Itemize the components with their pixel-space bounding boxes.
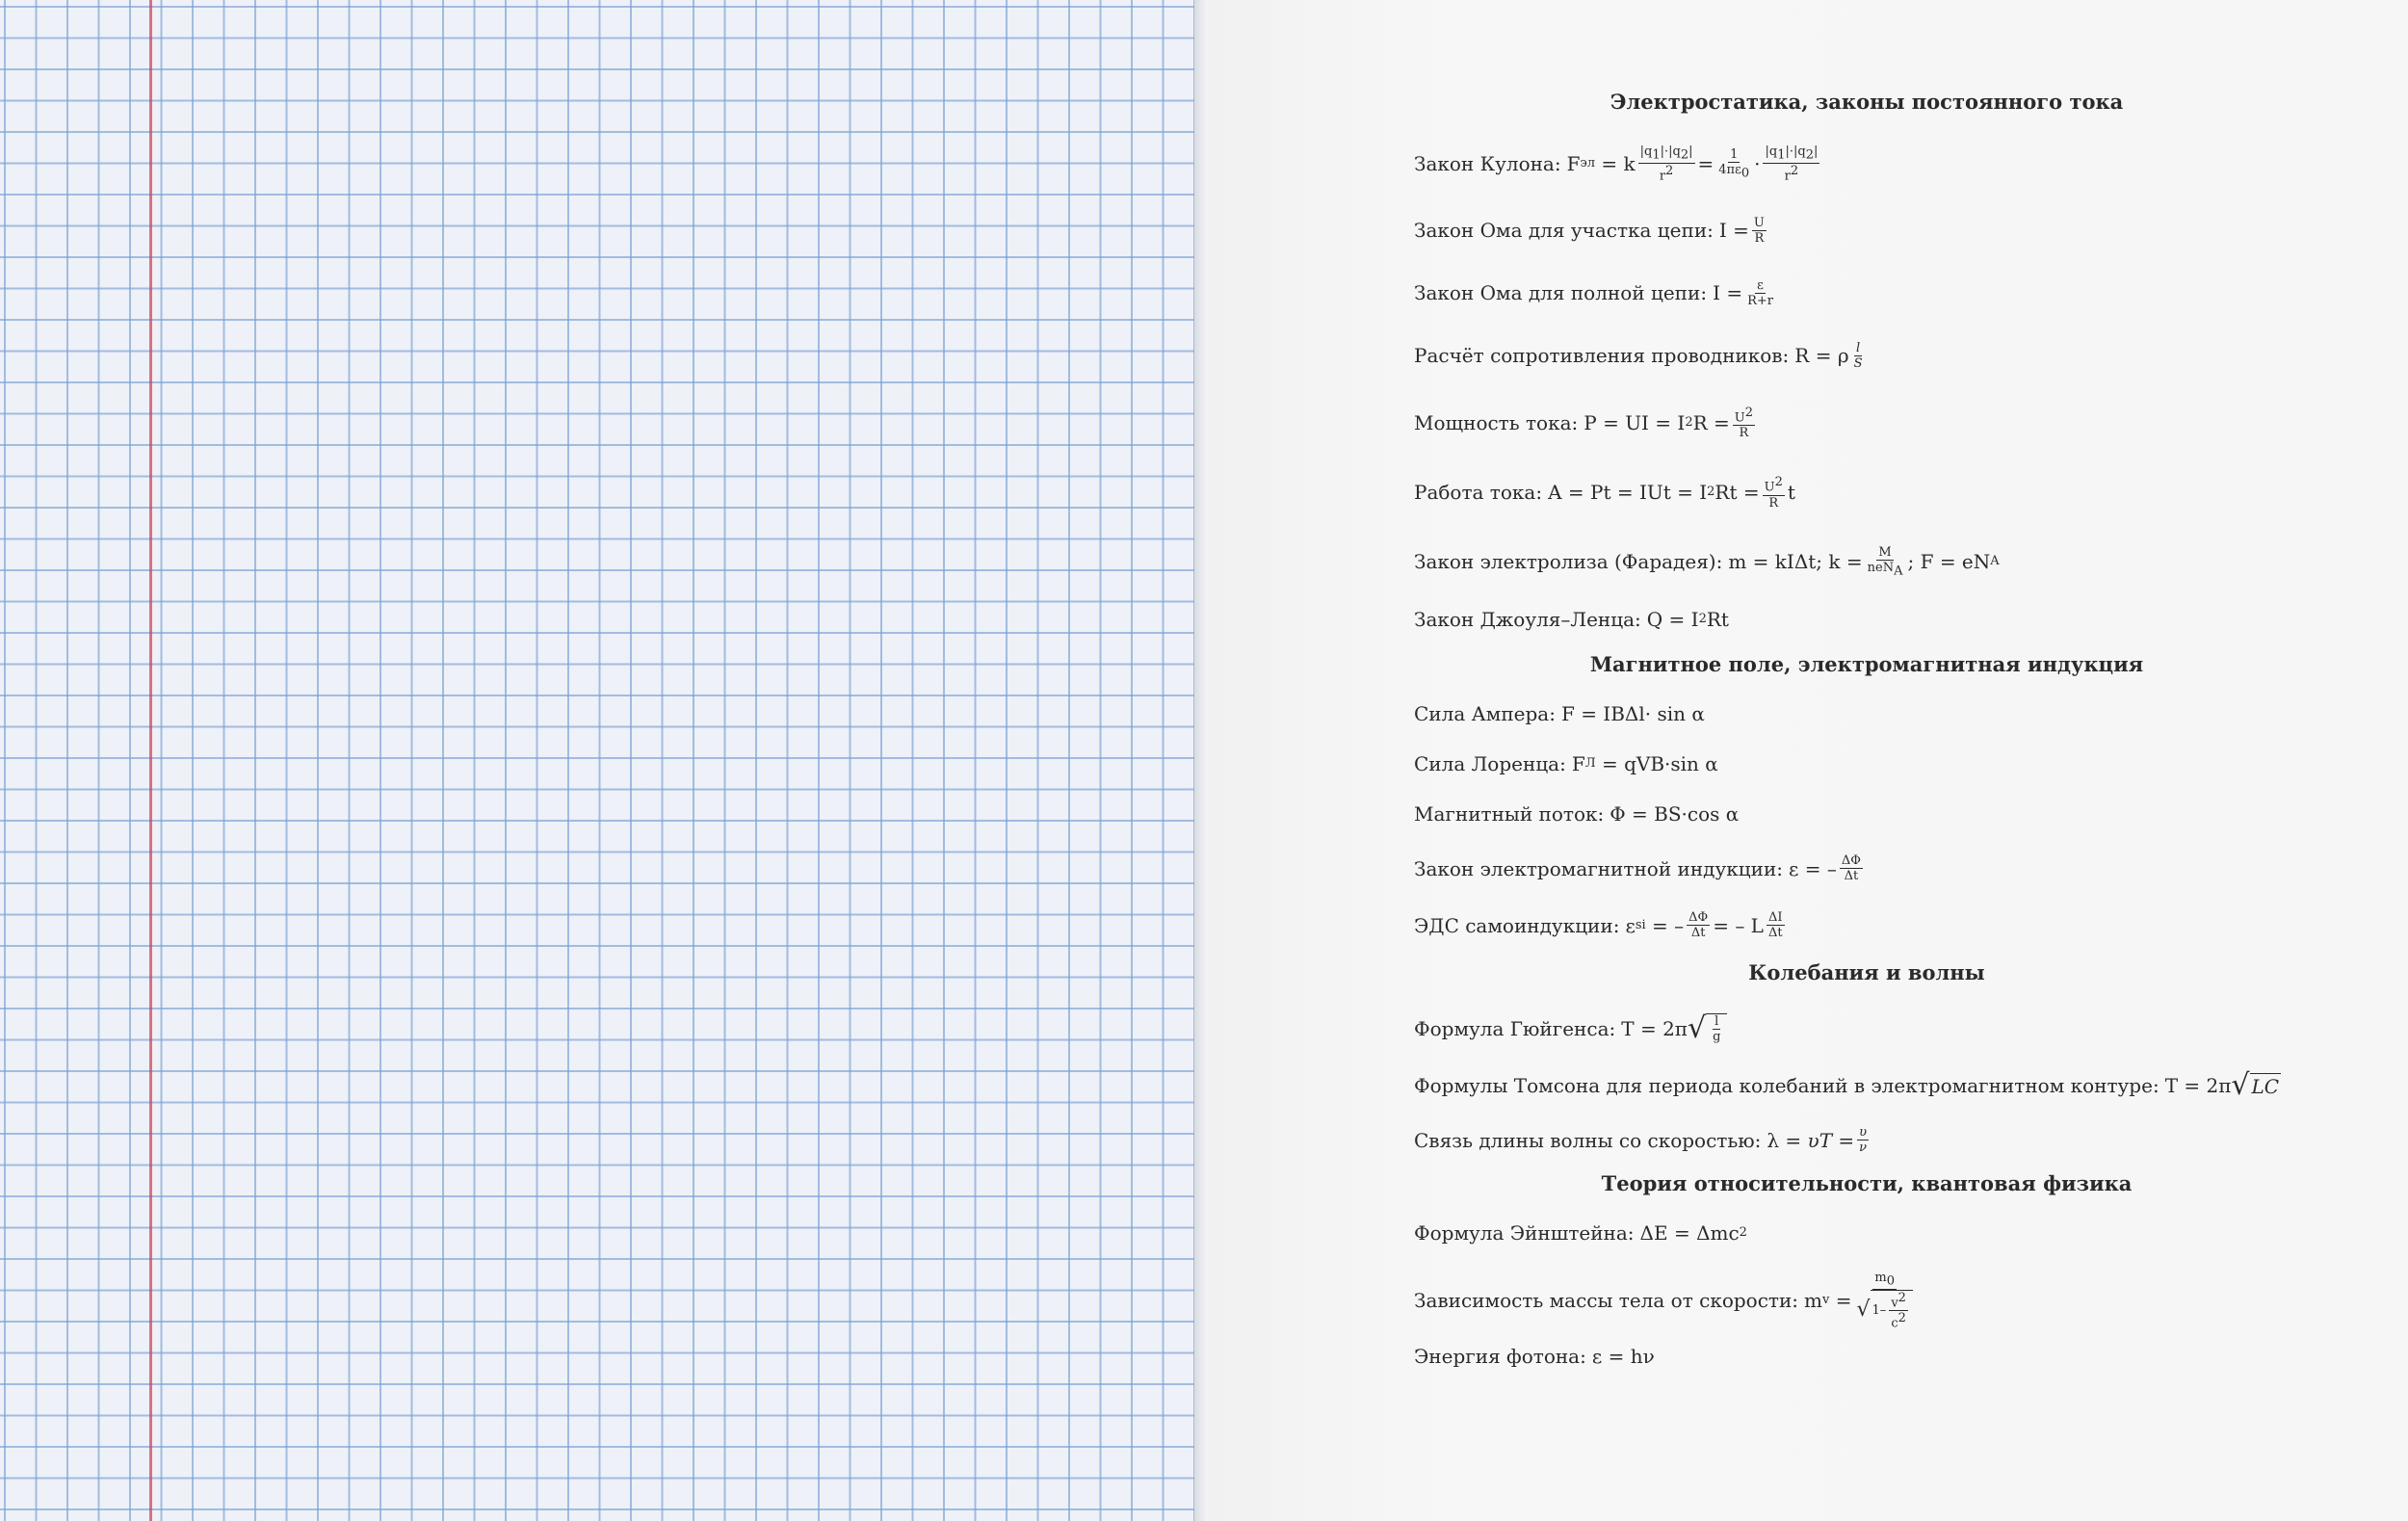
formula-row xyxy=(1414,1068,2319,1103)
formula-label: Связь длины волны со скоростью: xyxy=(1414,1128,1762,1152)
formula-label: Формула Эйнштейна: xyxy=(1414,1221,1635,1246)
formula-row xyxy=(1414,910,2319,940)
margin-line xyxy=(149,0,152,1521)
joule-lenz-formula: Q = I 2 Rt xyxy=(1646,608,1729,632)
formula-label: Закон Кулона: xyxy=(1414,151,1561,175)
formula-row xyxy=(1414,216,2319,246)
formula-row xyxy=(1414,801,2319,826)
formula-row xyxy=(1414,1344,2319,1369)
page-gutter xyxy=(1194,0,1208,1521)
formula-label: Закон Джоуля–Ленца: xyxy=(1414,608,1641,632)
relativistic-mass-formula: m v = $m_0$ √ 1– $\frac{v^2}{c^2}$ xyxy=(1804,1271,1918,1330)
photon-energy-formula: ε = hν xyxy=(1591,1345,1655,1369)
formula-label: Зависимость массы тела от скорости: xyxy=(1414,1289,1799,1313)
thomson-formula: T = 2π √ LC xyxy=(2164,1068,2280,1103)
formula-row xyxy=(1414,1220,2319,1246)
formula-label: Энергия фотона: xyxy=(1414,1345,1586,1369)
formula-sheet xyxy=(1414,83,2319,1369)
formula-label: ЭДС самоиндукции: xyxy=(1414,913,1620,937)
ohm-section-formula: I = $\frac{U}{R}$ xyxy=(1718,215,1765,246)
faraday-formula: m = kIΔt; k = $\frac{M}{neN_A}$ ; F = eN A xyxy=(1728,544,2000,579)
formula-row xyxy=(1414,751,2319,776)
formula-row xyxy=(1414,545,2319,579)
formula-label: Магнитный поток: xyxy=(1414,802,1605,826)
formula-row xyxy=(1414,1125,2319,1155)
formula-label: Закон Ома для участка цепи: xyxy=(1414,219,1714,243)
induction-formula: ε = – $\frac{\Delta\Phi}{\Delta t}$ xyxy=(1789,853,1861,884)
ampere-formula: F = IBΔl· sin α xyxy=(1560,702,1705,726)
einstein-formula: ΔE = Δmc 2 xyxy=(1639,1221,1747,1246)
section-title: Колебания и волны xyxy=(1748,960,1985,985)
formula-row xyxy=(1414,475,2319,510)
formula-label: Работа тока: xyxy=(1414,481,1543,505)
coulomb-formula: F эл = k $\frac{|q_1|\cdot|q_2|}{r^2}$ = $\frac{1}{4\pi\varepsilon_0}$ · $\frac{|q_1|\cdot|q_2|}{r^2}$ xyxy=(1566,144,1819,183)
section-title: Магнитное поле, электромагнитная индукция xyxy=(1589,652,2144,677)
resistance-formula: R = ρ $\frac{l}{S}$ xyxy=(1794,340,1863,371)
formula-label: Сила Лоренца: xyxy=(1414,752,1566,776)
grid-page xyxy=(0,0,1195,1521)
work-formula: A = Pt = IUt = I 2 Rt = $\frac{U^2}{R}$ t xyxy=(1548,475,1795,511)
lorentz-formula: F Л = qVB·sin α xyxy=(1571,752,1718,776)
formula-label: Закон электролиза (Фарадея): xyxy=(1414,549,1723,573)
formula-row xyxy=(1414,701,2319,726)
formula-row xyxy=(1414,607,2319,632)
power-formula: P = UI = I 2 R = $\frac{U^2}{R}$ xyxy=(1584,405,1754,441)
huygens-formula: T = 2π √ $\frac{l}{g}$ xyxy=(1621,1013,1727,1044)
formula-label: Закон Ома для полной цепи: xyxy=(1414,281,1708,305)
formula-label: Мощность тока: xyxy=(1414,411,1579,435)
formula-row xyxy=(1414,1271,2319,1330)
ohm-full-formula: I = $\frac{\varepsilon}{R+r}$ xyxy=(1713,277,1773,308)
formula-row xyxy=(1414,1013,2319,1044)
formula-label: Расчёт сопротивления проводников: xyxy=(1414,344,1790,368)
formula-label: Формула Гюйгенса: xyxy=(1414,1017,1616,1041)
wavelength-formula: λ = υT = $\frac{\upsilon}{\nu}$ xyxy=(1767,1125,1868,1156)
formula-row xyxy=(1414,406,2319,440)
self-induction-formula: ε si = – $\frac{\Delta\Phi}{\Delta t}$ = – L $\frac{\Delta I}{\Delta t}$ xyxy=(1625,910,1783,941)
formula-row xyxy=(1414,341,2319,371)
magnetic-flux-formula: Φ = BS·cos α xyxy=(1610,802,1740,826)
formula-row xyxy=(1414,278,2319,308)
formula-label: Закон электромагнитной индукции: xyxy=(1414,856,1784,880)
formula-label: Формулы Томсона для периода колебаний в электромагнитном контуре: xyxy=(1414,1074,2159,1098)
formula-label: Сила Ампера: xyxy=(1414,702,1556,726)
formula-row xyxy=(1414,144,2319,183)
formula-page xyxy=(1208,0,2408,1521)
section-title: Теория относительности, квантовая физика xyxy=(1601,1171,2133,1196)
formula-row xyxy=(1414,853,2319,883)
section-title: Электростатика, законы постоянного тока xyxy=(1610,90,2124,114)
